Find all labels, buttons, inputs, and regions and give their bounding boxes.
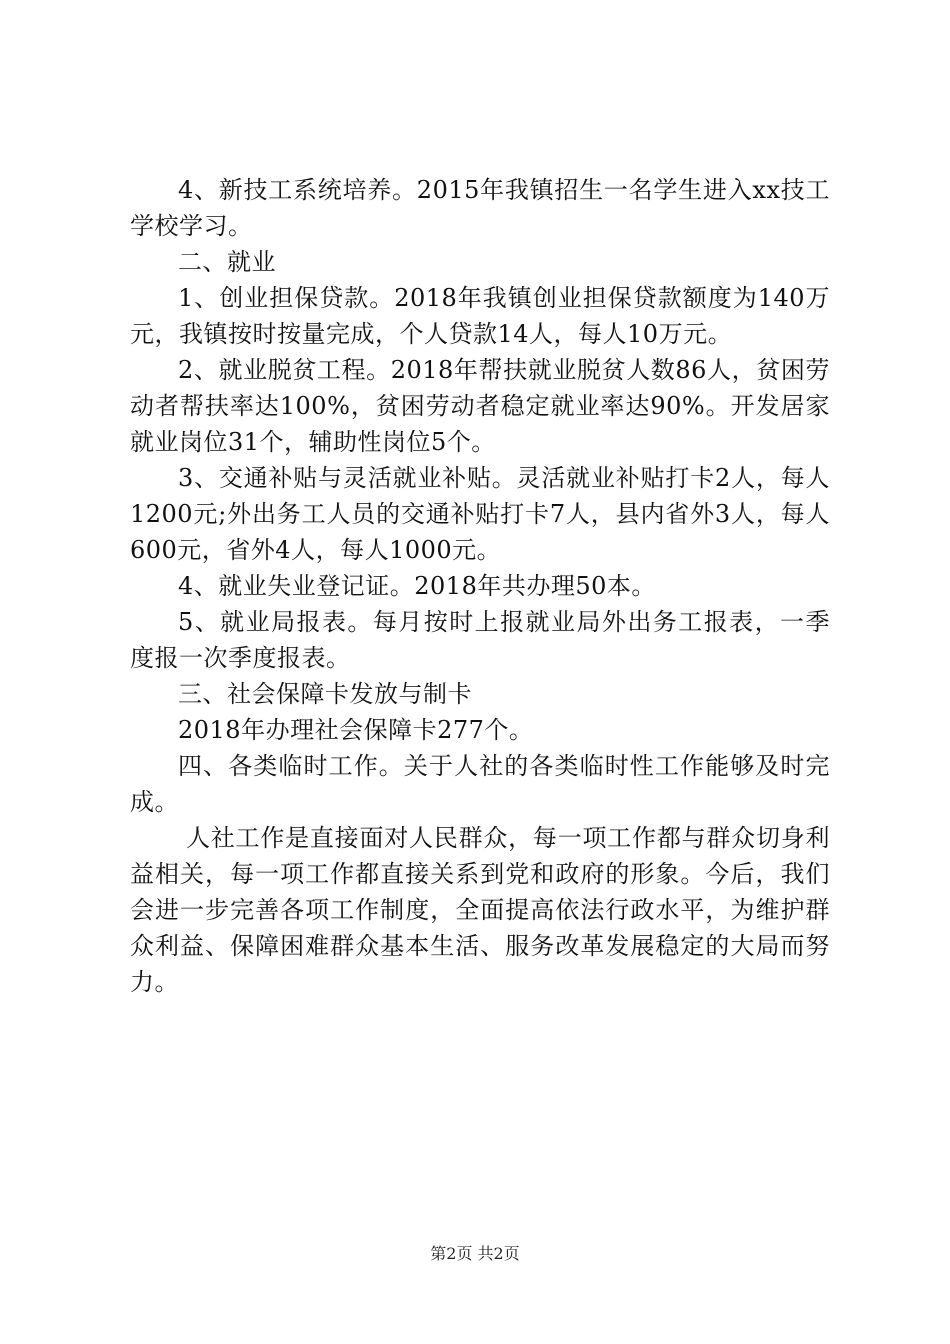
paragraph-temporary-work: 四、各类临时工作。关于人社的各类临时性工作能够及时完成。 [130, 752, 830, 816]
paragraph-unemployment-certificate: 4、就业失业登记证。2018年共办理50本。 [178, 572, 656, 600]
document-body [130, 172, 830, 1000]
paragraph-conclusion: 人社工作是直接面对人民群众，每一项工作都与群众切身利益相关，每一项工作都直接关系到党和政府的形象。今后，我们会进一步完善各项工作制度，全面提高依法行政水平，为维护群众利益、保障困难群众基本生活、服务改革发展稳定的大局而努力。 [130, 824, 830, 996]
paragraph-startup-loan: 1、创业担保贷款。2018年我镇创业担保贷款额度为140万元，我镇按时按量完成，个人贷款14人，每人10万元。 [130, 284, 830, 348]
paragraph-transport-subsidy: 3、交通补贴与灵活就业补贴。灵活就业补贴打卡2人，每人1200元;外出务工人员的交通补贴打卡7人，县内省外3人，每人600元，省外4人，每人1000元。 [130, 464, 830, 564]
section-heading-social-security-card: 三、社会保障卡发放与制卡 [178, 680, 472, 708]
paragraph-technician-training: 4、新技工系统培养。2015年我镇招生一名学生进入xx技工学校学习。 [130, 176, 830, 240]
page-footer: 第2页 共2页 [430, 1244, 520, 1263]
paragraph-social-security-card-count: 2018年办理社会保障卡277个。 [178, 716, 534, 744]
paragraph-employment-reports: 5、就业局报表。每月按时上报就业局外出务工报表，一季度报一次季度报表。 [130, 608, 830, 672]
section-heading-employment: 二、就业 [178, 248, 276, 276]
paragraph-poverty-employment: 2、就业脱贫工程。2018年帮扶就业脱贫人数86人，贫困劳动者帮扶率达100%，贫困劳动者稳定就业率达90%。开发居家就业岗位31个，辅助性岗位5个。 [130, 356, 830, 456]
